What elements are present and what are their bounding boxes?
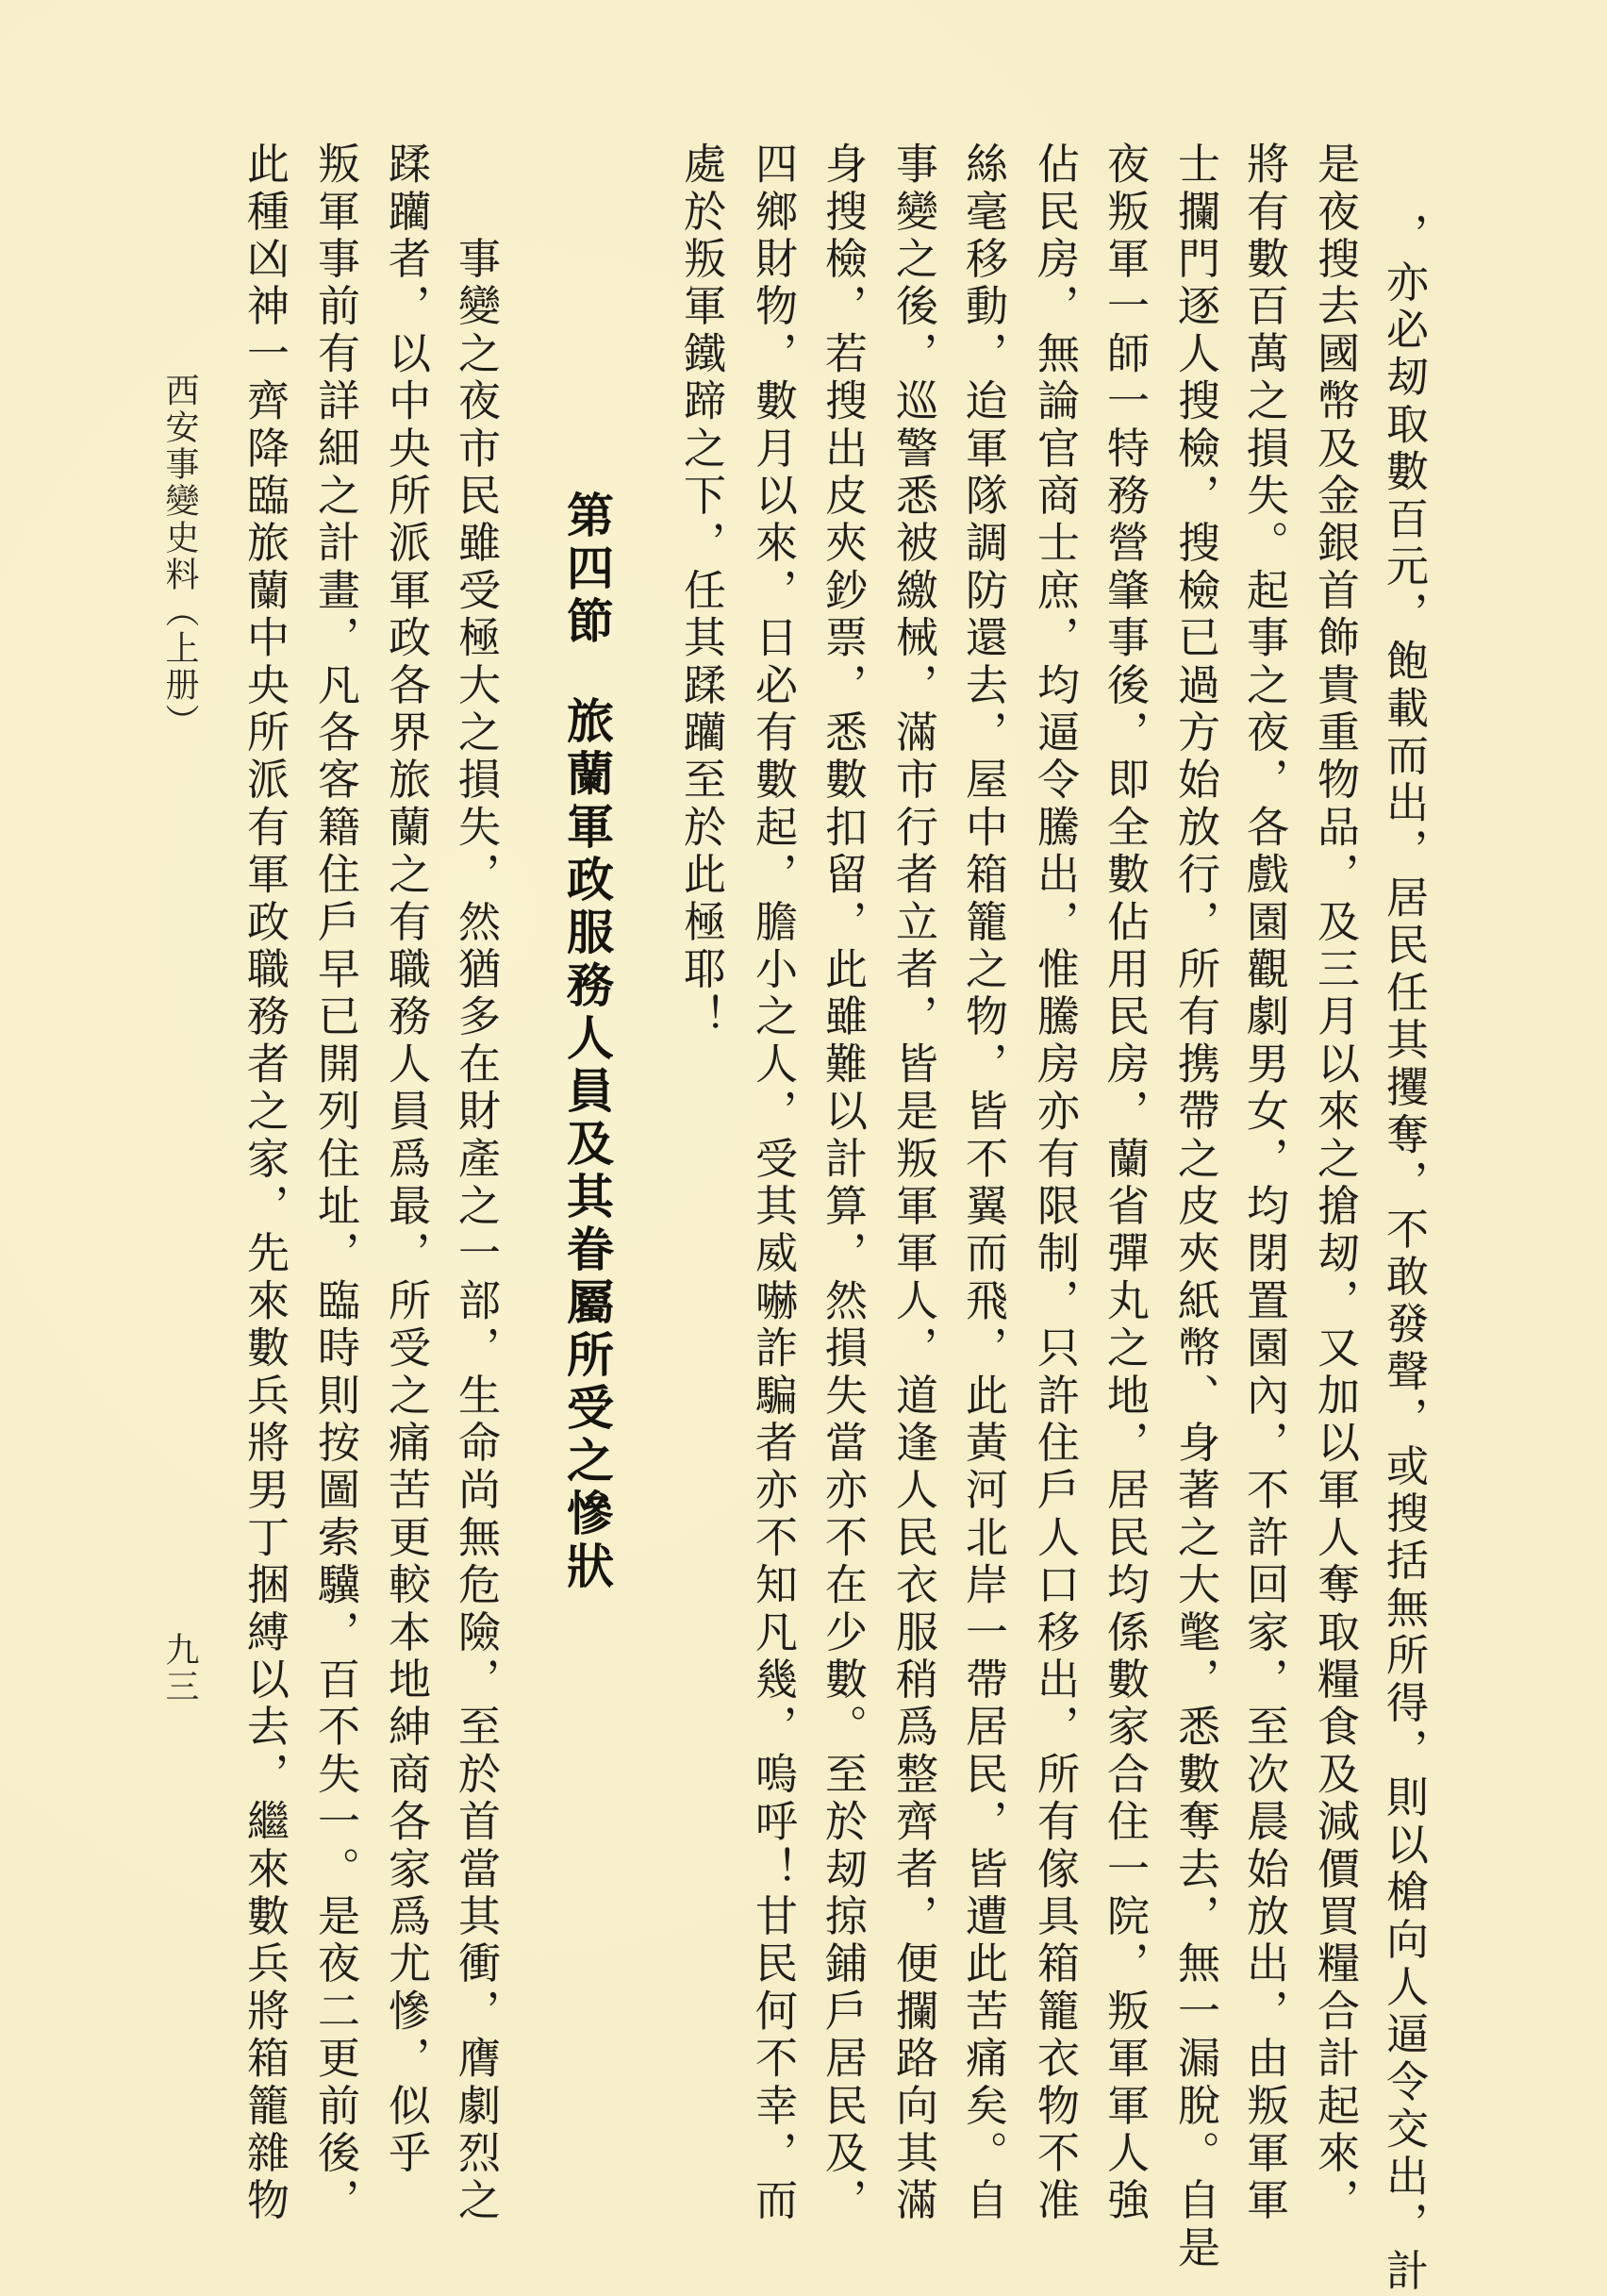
text-column-9: 身搜檢，若搜出皮夾鈔票，悉數扣留，此雖難以計算，然損失當亦不在少數。至於刼掠鋪戶居民及， [818,141,868,2225]
text-column-5: 夜叛軍一師一特務營肇事後，即全數佔用民房，蘭省彈丸之地，居民均係數家合住一院，叛軍軍人強 [1100,141,1150,2225]
text-column-12: 事變之夜市民雖受極大之損失，然猶多在財產之一部，生命尚無危險，至於首當其衝，膺劇烈之 [451,141,501,2225]
section-heading [558,491,615,1594]
text-column-15: 此種凶神一齊降臨旅蘭中央所派有軍政職務者之家，先來數兵將男丁捆縛以去，繼來數兵將箱籠雜物 [240,141,290,2225]
text-column-6: 佔民房，無論官商士庶，均逼令騰出，惟騰房亦有限制，只許住戶人口移出，所有傢具箱籠衣物不准 [1030,141,1080,2225]
text-column-7: 絲毫移動，迨軍隊調防還去，屋中箱籠之物，皆不翼而飛，此黃河北岸一帶居民，皆遭此苦痛矣。自 [958,141,1008,2225]
section-number: 第四節 [559,491,615,649]
text-column-8: 事變之後，巡警悉被繳械，滿市行者立者，皆是叛軍軍人，道逢人民衣服稍爲整齊者，便攔路向其滿 [888,141,938,2225]
page-number: 九三 [160,1632,199,1705]
text-column-3: 將有數百萬之損失。起事之夜，各戲園觀劇男女，均閉置園內，不許回家，至次晨始放出，由叛軍軍 [1239,141,1289,2225]
text-column-1: ，亦必刼取數百元，飽載而出，居民任其攫奪，不敢發聲，或搜括無所得，則以槍向人逼令交出，計 [1379,212,1429,2296]
section-title: 旅蘭軍政服務人員及其眷屬所受之慘狀 [559,696,615,1594]
text-column-4: 士攔門逐人搜檢，搜檢已過方始放行，所有携帶之皮夾紙幣、身著之大氅，悉數奪去，無一漏脫。自是 [1170,141,1220,2272]
text-column-2: 是夜搜去國幣及金銀首飾貴重物品，及三月以來之搶刼，又加以軍人奪取糧食及減價買糧合計起來， [1310,141,1360,2225]
text-column-11: 處於叛軍鐵蹄之下，任其蹂躪至於此極耶！ [676,141,726,1041]
text-column-10: 四鄉財物，數月以來，日必有數起，膽小之人，受其威嚇詐騙者亦不知凡幾，嗚呼！甘民何不幸，而 [748,141,798,2225]
text-column-14: 叛軍事前有詳細之計畫，凡各客籍住戶早已開列住址，臨時則按圖索驥，百不失一。是夜二更前後， [310,141,360,2225]
book-title-footer: 西安事變史料（上册） [160,373,199,740]
text-column-13: 蹂躪者，以中央所派軍政各界旅蘭之有職務人員爲最，所受之痛苦更較本地紳商各家爲尤慘，似乎 [381,141,431,2178]
